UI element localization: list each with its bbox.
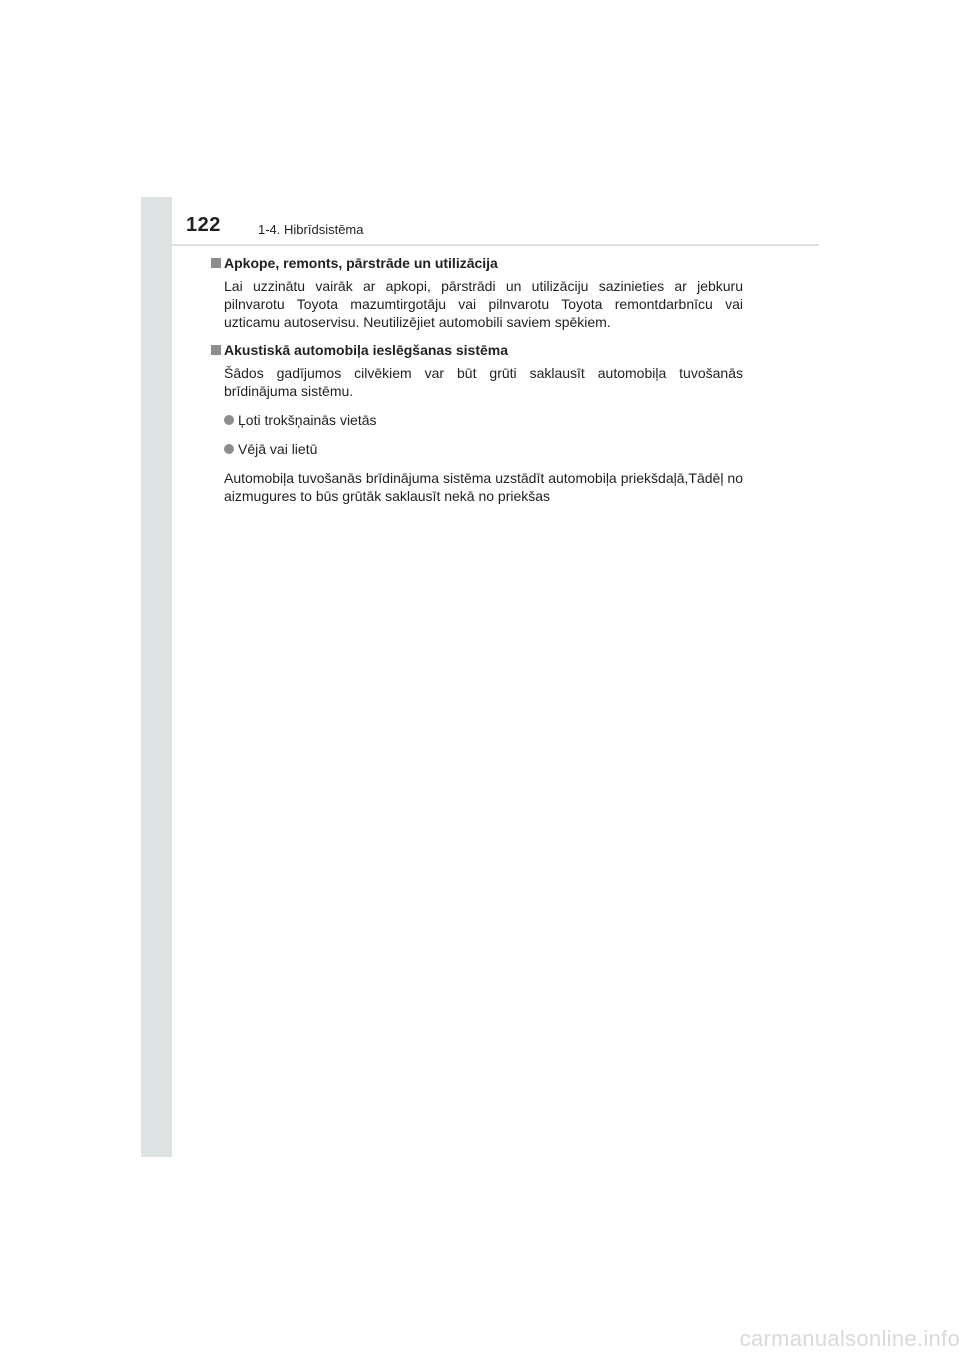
topic-outro-paragraph: Automobiļa tuvošanās brīdinājuma sistēma uzstādīt automobiļa priekšdaļā,Tādēļ no aizmugures to būs grūtāk saklausīt nekā no priekšas (224, 470, 743, 504)
topic-maintenance (206, 254, 743, 331)
topic-acoustic-system (206, 341, 743, 505)
circle-bullet-icon (224, 444, 234, 454)
page-number: 122 (186, 214, 221, 236)
square-bullet-icon (211, 258, 221, 268)
side-tab-band (141, 197, 172, 1157)
topic-heading-text: Akustiskā automobiļa ieslēgšanas sistēma (224, 342, 509, 358)
watermark-text: carmanualsonline.info (739, 1326, 960, 1351)
page-content (206, 254, 743, 515)
list-item (224, 440, 743, 458)
topic-heading (206, 341, 743, 359)
list-item (224, 411, 743, 429)
section-title: 1-4. Hibrīdsistēma (258, 222, 364, 237)
list-item-text: Vējā vai lietū (238, 441, 318, 457)
circle-bullet-icon (224, 415, 234, 425)
topic-heading (206, 254, 743, 272)
list-item-text: Ļoti trokšņainās vietās (238, 412, 377, 428)
square-bullet-icon (211, 345, 221, 355)
topic-paragraph: Lai uzzinātu vairāk ar apkopi, pārstrādi un utilizāciju sazinieties ar jebkuru pilnvarotu Toyota mazumtirgotāju vai pilnvarotu Toyota remontdarbnīcu vai uzticamu autoservisu. Neutilizējiet automobili saviem spēkiem. (224, 278, 743, 330)
header-divider (141, 244, 819, 246)
topic-heading-text: Apkope, remonts, pārstrāde un utilizācija (224, 255, 498, 271)
topic-intro-paragraph: Šādos gadījumos cilvēkiem var būt grūti saklausīt automobiļa tuvošanās brīdinājuma sistēmu. (224, 365, 743, 399)
